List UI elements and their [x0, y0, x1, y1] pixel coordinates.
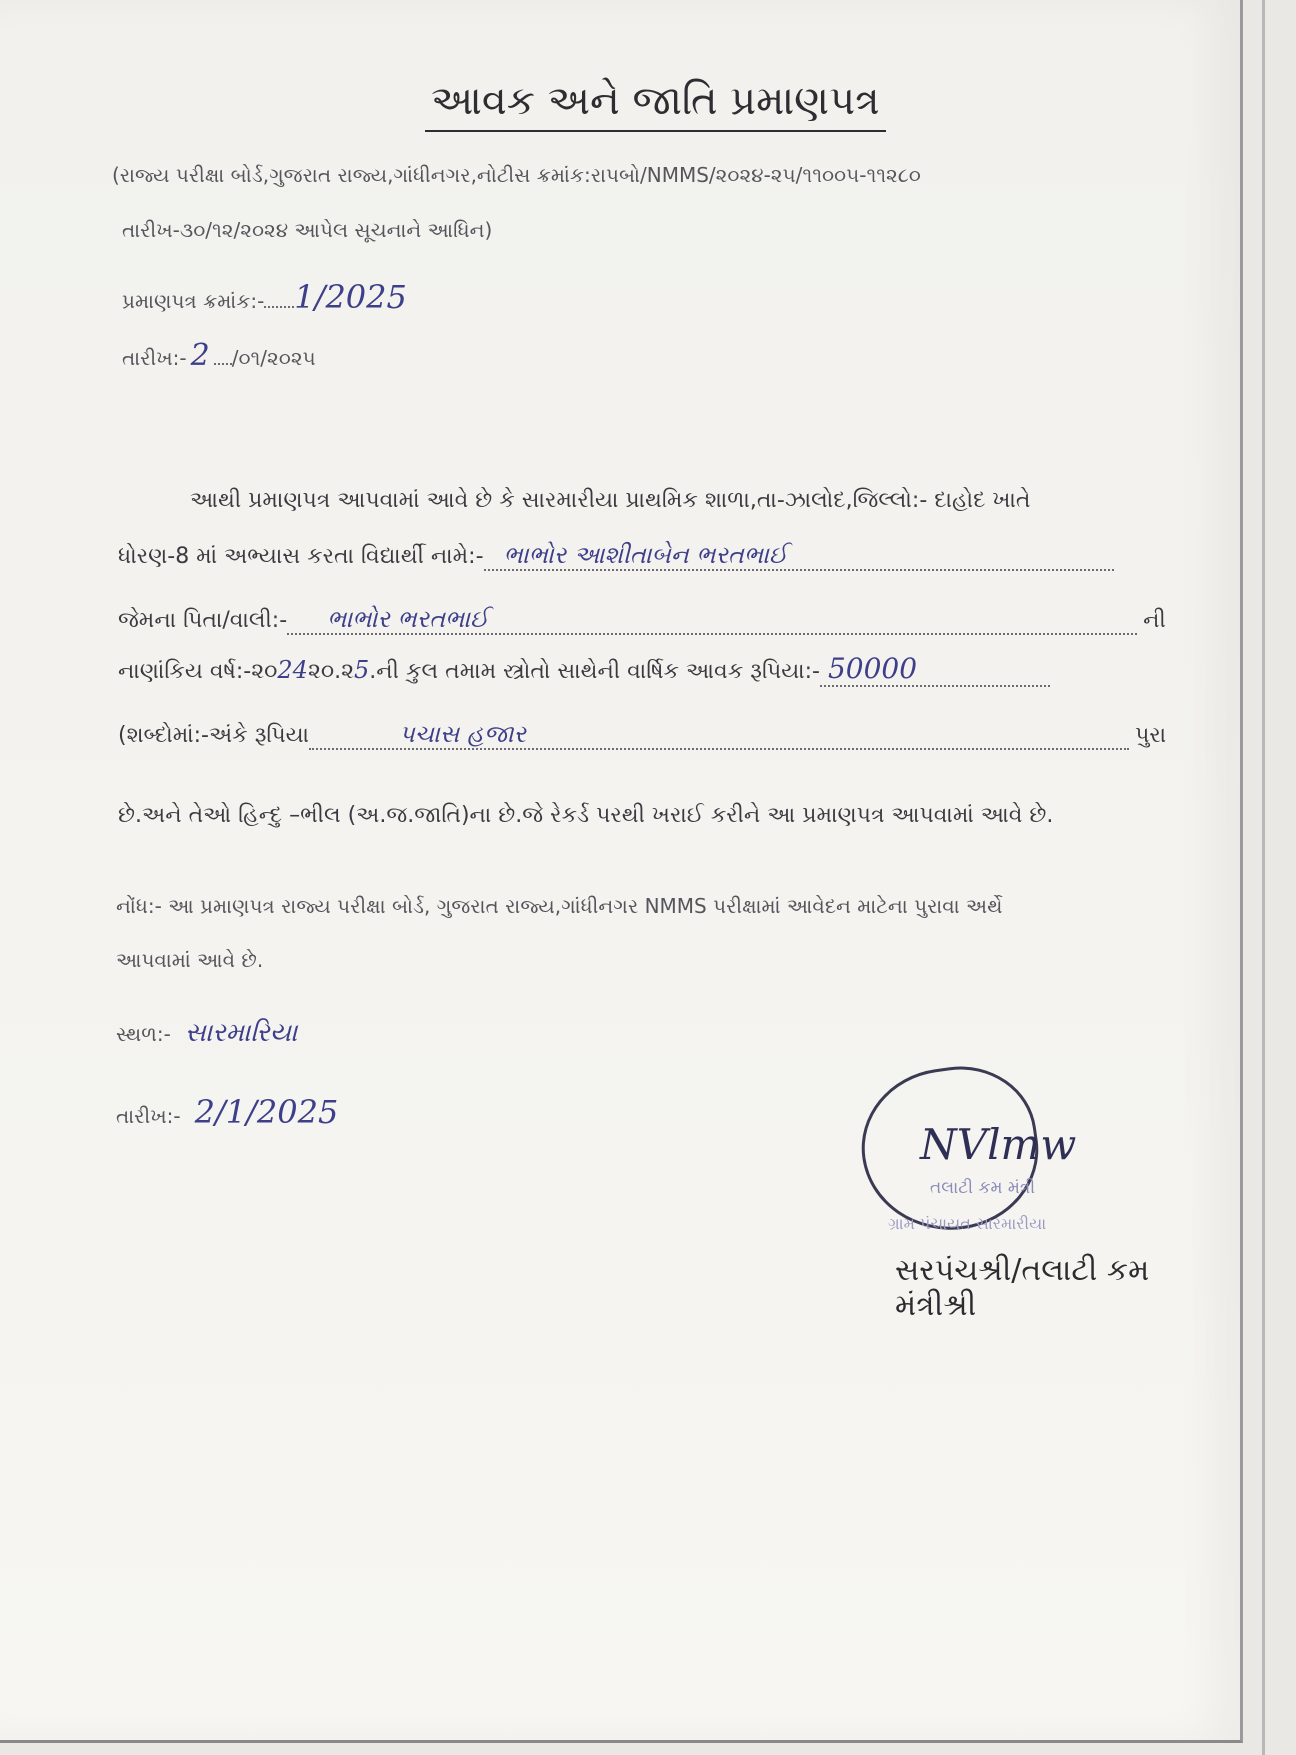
- caste-statement: છે.અને તેઓ હિન્દુ –ભીલ (અ.જ.જાતિ)ના છે.જે રેકર્ડ પરથી ખરાઈ કરીને આ પ્રમાણપત્ર આપવામાં આવે છે.: [118, 803, 1054, 828]
- date2-value: 2/1/2025: [194, 1093, 339, 1131]
- date2-row: [116, 1093, 338, 1131]
- page-edge: [1262, 0, 1265, 1755]
- guardian-name-label: જેમના પિતા/વાલી:-: [118, 608, 288, 633]
- issue-date-row: [122, 338, 316, 373]
- reference-line-2: તારીખ-૩૦/૧૨/૨૦૨૪ આપેલ સૂચનાને આધિન): [122, 218, 493, 242]
- reference-line-1: (રાજ્ય પરીક્ષા બોર્ડ,ગુજરાત રાજ્ય,ગાંધીનગર,નોટીસ ક્રમાંક:રાપબો/NMMS/૨૦૨૪-૨૫/૧૧૦૦૫-૧૧૨૮૦: [112, 163, 921, 187]
- place-value: સારમારિયા: [184, 1018, 298, 1048]
- income-words-label: (શબ્દોમાં:-અંકે રૂપિયા: [118, 723, 310, 748]
- certificate-number-label: પ્રમાણપત્ર ક્રમાંક:-: [122, 289, 265, 313]
- financial-year-hand-1: 24: [277, 656, 308, 684]
- note-line-1: નોંધ:- આ પ્રમાણપત્ર રાજ્ય પરીક્ષા બોર્ડ, ગુજરાત રાજ્ય,ગાંધીનગર NMMS પરીક્ષામાં આવેદન માટેના પુરાવા અર્થે: [116, 894, 1003, 918]
- income-text: .ની કુલ તમામ સ્ત્રોતો સાથેની વાર્ષિક આવક રૂપિયા:-: [369, 659, 820, 684]
- income-value: 50000: [827, 652, 918, 685]
- body-line-1: આથી પ્રમાણપત્ર આપવામાં આવે છે કે સારમારીયા પ્રાથમિક શાળા,તા-ઝાલોદ,જિલ્લો:- દાહોદ ખાતે: [190, 488, 1031, 513]
- student-name-label: ધોરણ-8 માં અભ્યાસ કરતા વિદ્યાર્થી નામે:-: [118, 544, 484, 569]
- certificate-title: આવક અને જાતિ પ્રમાણપત્ર: [425, 78, 886, 132]
- guardian-name-value: ભાભોર ભરતભાઈ: [327, 605, 489, 633]
- financial-year-hand-2: 5: [354, 656, 370, 684]
- handwritten-signature: NVlmw: [920, 1120, 1077, 1169]
- guardian-name-row: [118, 605, 1166, 635]
- stamp-text-designation: તલાટી કમ મંત્રી: [930, 1178, 1036, 1198]
- issue-date-day: 2: [190, 338, 210, 373]
- note-line-2: આપવામાં આવે છે.: [116, 948, 264, 972]
- stamp-text-panchayat: ગ્રામ પંચાયત સારમારીયા: [888, 1214, 1047, 1233]
- guardian-suffix: ની: [1143, 608, 1166, 633]
- issue-date-label: તારીખ:-: [122, 346, 187, 370]
- income-words-suffix: પુરા: [1135, 723, 1167, 748]
- income-words-value: પચાસ હજાર: [399, 720, 526, 748]
- student-name-row: [118, 541, 1114, 571]
- student-name-value: ભાભોર આશીતાબેન ભરતભાઈ: [503, 541, 788, 569]
- financial-year-mid: ૨૦.૨: [307, 659, 355, 684]
- place-row: [116, 1018, 297, 1049]
- date2-label: તારીખ:-: [116, 1104, 181, 1128]
- signatory-designation: સરપંચશ્રી/તલાટી કમ મંત્રીશ્રી: [895, 1253, 1150, 1323]
- income-words-row: [118, 720, 1166, 750]
- place-label: સ્થળ:-: [116, 1022, 171, 1046]
- certificate-number-row: [122, 278, 407, 316]
- certificate-number-value: 1/2025: [294, 278, 407, 316]
- income-row: [118, 652, 1050, 687]
- issue-date-rest: /૦૧/૨૦૨૫: [231, 346, 316, 370]
- financial-year-prefix: નાણાંકિય વર્ષ:-૨૦: [118, 659, 278, 684]
